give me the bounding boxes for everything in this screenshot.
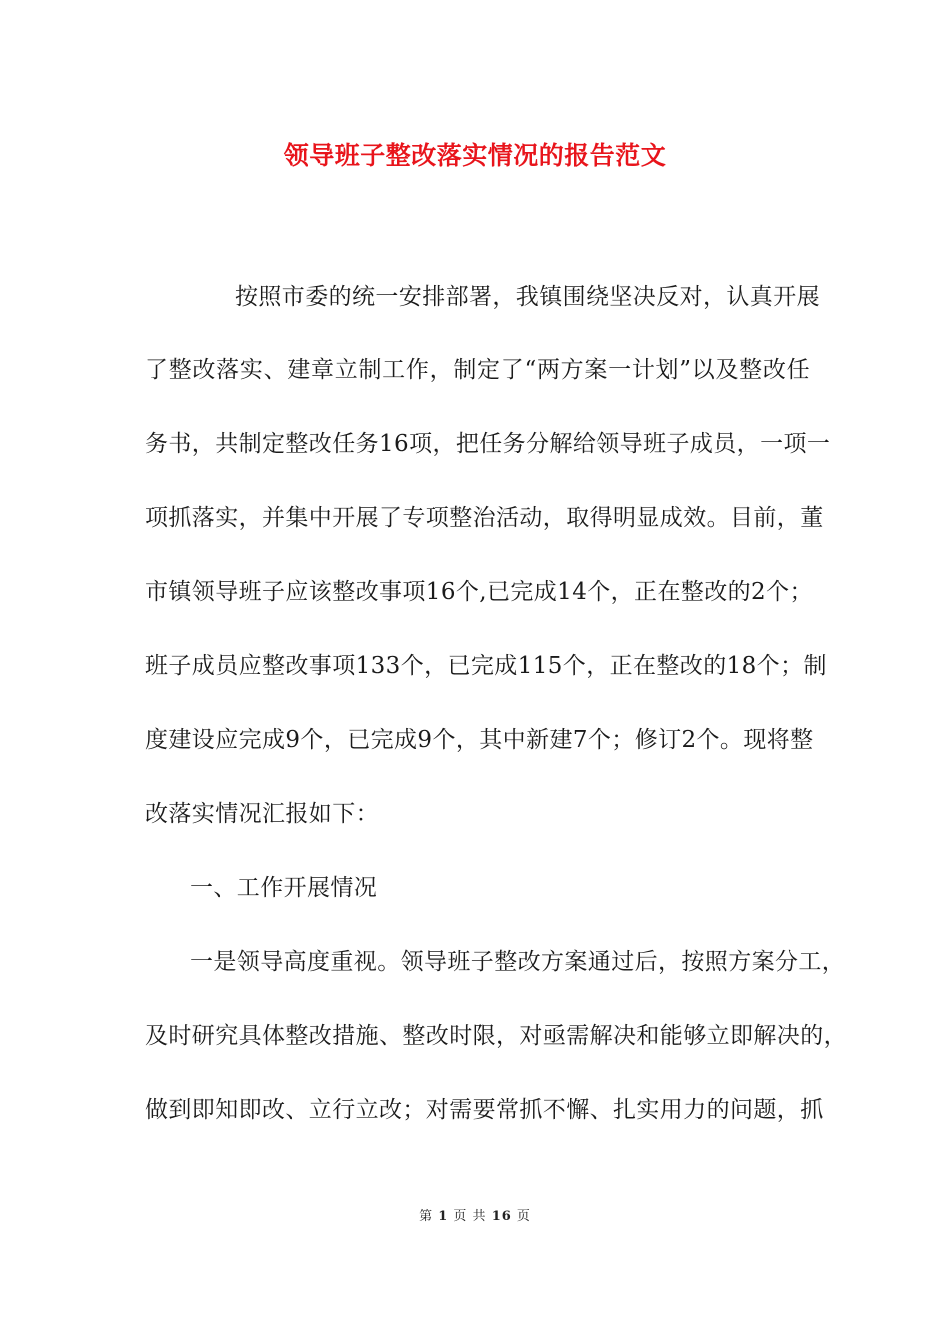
body-line-3: 务书，共制定整改任务16项，把任务分解给领导班子成员，一项一 bbox=[145, 431, 831, 457]
body-line-12: 做到即知即改、立行立改；对需要常抓不懈、扎实用力的问题，抓 bbox=[145, 1097, 824, 1123]
body-line-8: 改落实情况汇报如下： bbox=[145, 801, 379, 827]
body-line-2: 了整改落实、建章立制工作，制定了“两方案一计划”以及整改任 bbox=[145, 357, 810, 383]
footer-current-page: 1 bbox=[438, 1209, 449, 1224]
page-footer bbox=[0, 1205, 950, 1224]
section-heading: 一、工作开展情况 bbox=[190, 875, 378, 901]
footer-prefix: 第 bbox=[419, 1209, 434, 1224]
body-line-6: 班子成员应整改事项133个，已完成115个，正在整改的18个；制 bbox=[145, 653, 827, 679]
footer-middle: 页 共 bbox=[453, 1209, 487, 1224]
body-line-1: 按照市委的统一安排部署，我镇围绕坚决反对，认真开展 bbox=[235, 284, 820, 310]
body-line-7: 度建设应完成9个，已完成9个，其中新建7个；修订2个。现将整 bbox=[145, 727, 814, 753]
footer-suffix: 页 bbox=[516, 1209, 531, 1224]
body-line-5: 市镇领导班子应该整改事项16个,已完成14个，正在整改的2个； bbox=[145, 579, 813, 605]
body-line-10: 一是领导高度重视。领导班子整改方案通过后，按照方案分工， bbox=[190, 949, 846, 975]
body-line-4: 项抓落实，并集中开展了专项整治活动，取得明显成效。目前，董 bbox=[145, 505, 824, 531]
body-line-11: 及时研究具体整改措施、整改时限，对亟需解决和能够立即解决的， bbox=[145, 1023, 847, 1049]
footer-total-pages: 16 bbox=[491, 1209, 512, 1224]
document-title: 领导班子整改落实情况的报告范文 bbox=[283, 141, 667, 170]
